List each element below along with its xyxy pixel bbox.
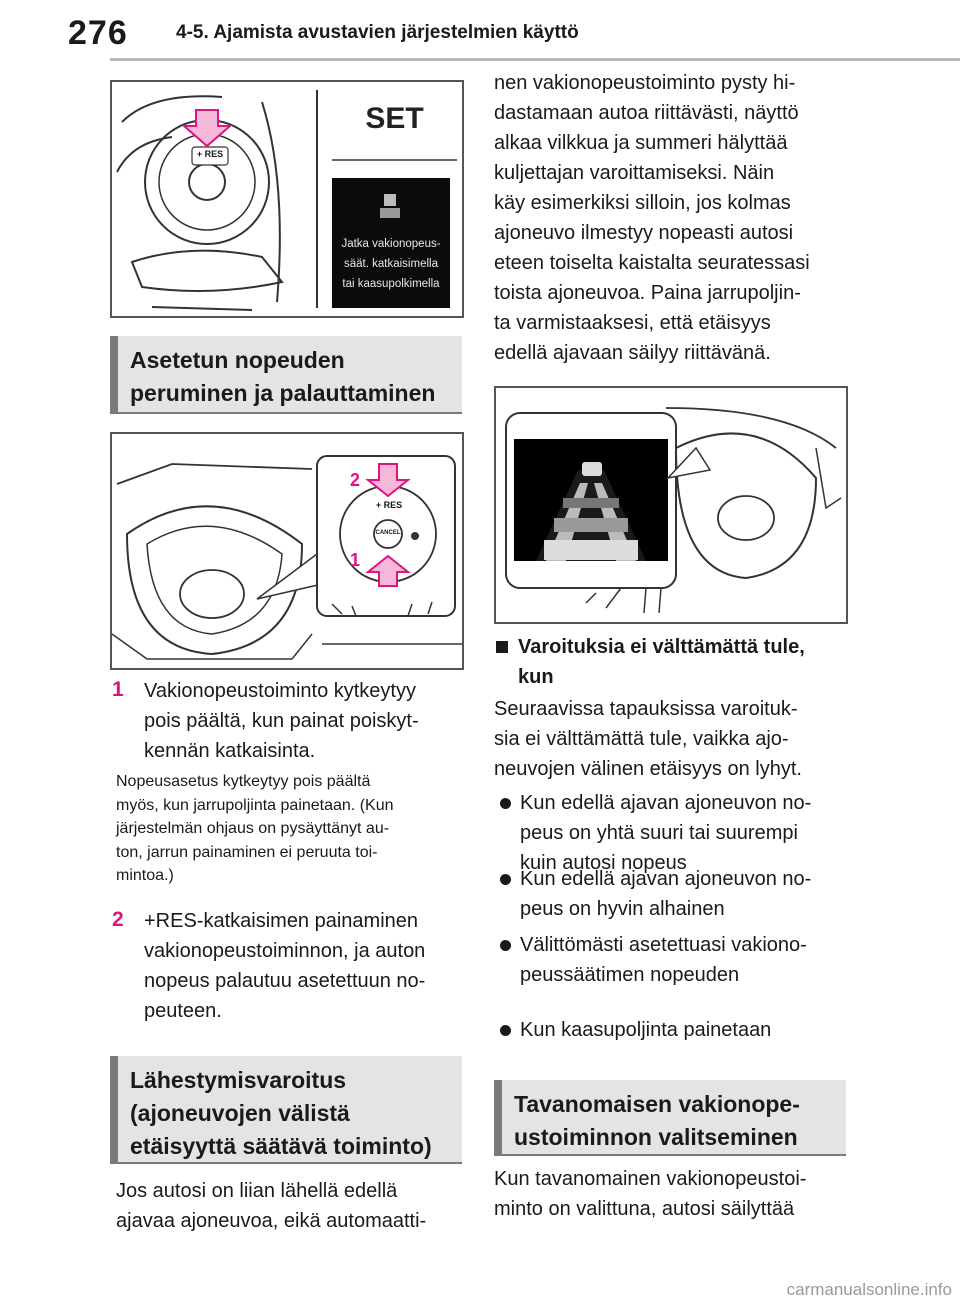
- page-header: [0, 0, 960, 60]
- step-number-2: 2: [112, 908, 124, 931]
- bullet-dot: [500, 1025, 511, 1036]
- page-number: 276: [68, 14, 128, 52]
- bullet-dot: [500, 798, 511, 809]
- callout-2: 2: [350, 470, 361, 490]
- display-message: Jatka vakionopeus- säät. katkaisimella tai kaasupolkimella: [341, 238, 441, 290]
- step-number-1: 1: [112, 678, 124, 701]
- heading-text: Tavanomaisen vakionope- ustoiminnon valitseminen: [514, 1091, 800, 1150]
- cancel-label: CANCEL: [375, 530, 401, 536]
- figure-approach-warning: [494, 386, 848, 624]
- step-1-text: Vakionopeustoiminto kytkeytyy pois päältä, kun painat poiskyt- kennän katkaisinta.: [144, 680, 419, 762]
- res-button-label: + RES: [196, 149, 224, 159]
- bullet-item-3: Välittömästi asetettuasi vakiono- peussäätimen nopeuden: [520, 934, 807, 986]
- section-heading-approach-warning: [110, 1056, 462, 1164]
- bullet-dot: [500, 940, 511, 951]
- bullet-item-2: Kun edellä ajavan ajoneuvon no- peus on hyvin alhainen: [520, 868, 812, 920]
- warning-display-illustration: [496, 388, 846, 622]
- subheading-text: Varoituksia ei välttämättä tule, kun: [518, 636, 805, 688]
- bullet-item-4: Kun kaasupoljinta painetaan: [520, 1019, 772, 1041]
- callout-1: 1: [350, 550, 361, 570]
- figure-cancel-resume: [110, 432, 464, 670]
- figure-set-button: [110, 80, 464, 318]
- header-rule: [110, 58, 960, 61]
- step-2-text: +RES-katkaisimen painaminen vakionopeustoiminnon, ja auton nopeus palautuu asetettuun no- peuteen.: [144, 910, 426, 1022]
- bullet-item-1: Kun edellä ajavan ajoneuvon no- peus on yhtä suuri tai suurempi kuin autosi nopeus: [520, 792, 812, 874]
- screen-set-label: SET: [365, 102, 424, 135]
- section-heading-cancel-resume: [110, 336, 462, 414]
- note-text: Nopeusasetus kytkeytyy pois päältä myös, kun jarrupoljinta painetaan. (Kun järjestelmän ohjaus on pysäyttänyt au- ton, jarrun painaminen ei peruuta toi- mintoa.): [116, 773, 394, 884]
- heading-text: Asetetun nopeuden peruminen ja palauttaminen: [130, 347, 436, 406]
- approach-warning-text-continued: nen vakionopeustoiminto pysty hi- dastamaan autoa riittävästi, näyttö alkaa vilkkua ja summeri hälyttää kuljettajan varoittamiseksi. Näin käy esimerkiksi silloin, jos kolmas ajoneuvo ilmestyy nopeasti autosi eteen toiselta kaistalta seuratessasi toista ajoneuvoa. Paina jarrupoljin- ta varmistaaksesi, että etäisyys edellä ajavaan säilyy riittävänä.: [494, 72, 810, 364]
- subheading-marker: [496, 641, 508, 653]
- bullet-dot: [500, 874, 511, 885]
- steering-wheel-illustration: [112, 434, 462, 668]
- no-warning-intro: Seuraavissa tapauksissa varoituk- sia ei välttämättä tule, vaikka ajo- neuvojen välinen etäisyys on lyhyt.: [494, 698, 802, 780]
- heading-text: Lähestymisvaroitus (ajoneuvojen välistä etäisyyttä säätävä toiminto): [130, 1067, 432, 1159]
- conventional-cruise-text: Kun tavanomainen vakionopeustoi- minto on valittuna, autosi säilyttää: [494, 1168, 807, 1220]
- approach-warning-text-start: Jos autosi on liian lähellä edellä ajavaa ajoneuvoa, eikä automaatti-: [116, 1180, 427, 1232]
- section-heading-conventional-cruise: [494, 1080, 846, 1156]
- section-title: 4-5. Ajamista avustavien järjestelmien käyttö: [176, 22, 579, 43]
- watermark: carmanualsonline.info: [786, 1280, 952, 1299]
- res-label: + RES: [375, 500, 403, 510]
